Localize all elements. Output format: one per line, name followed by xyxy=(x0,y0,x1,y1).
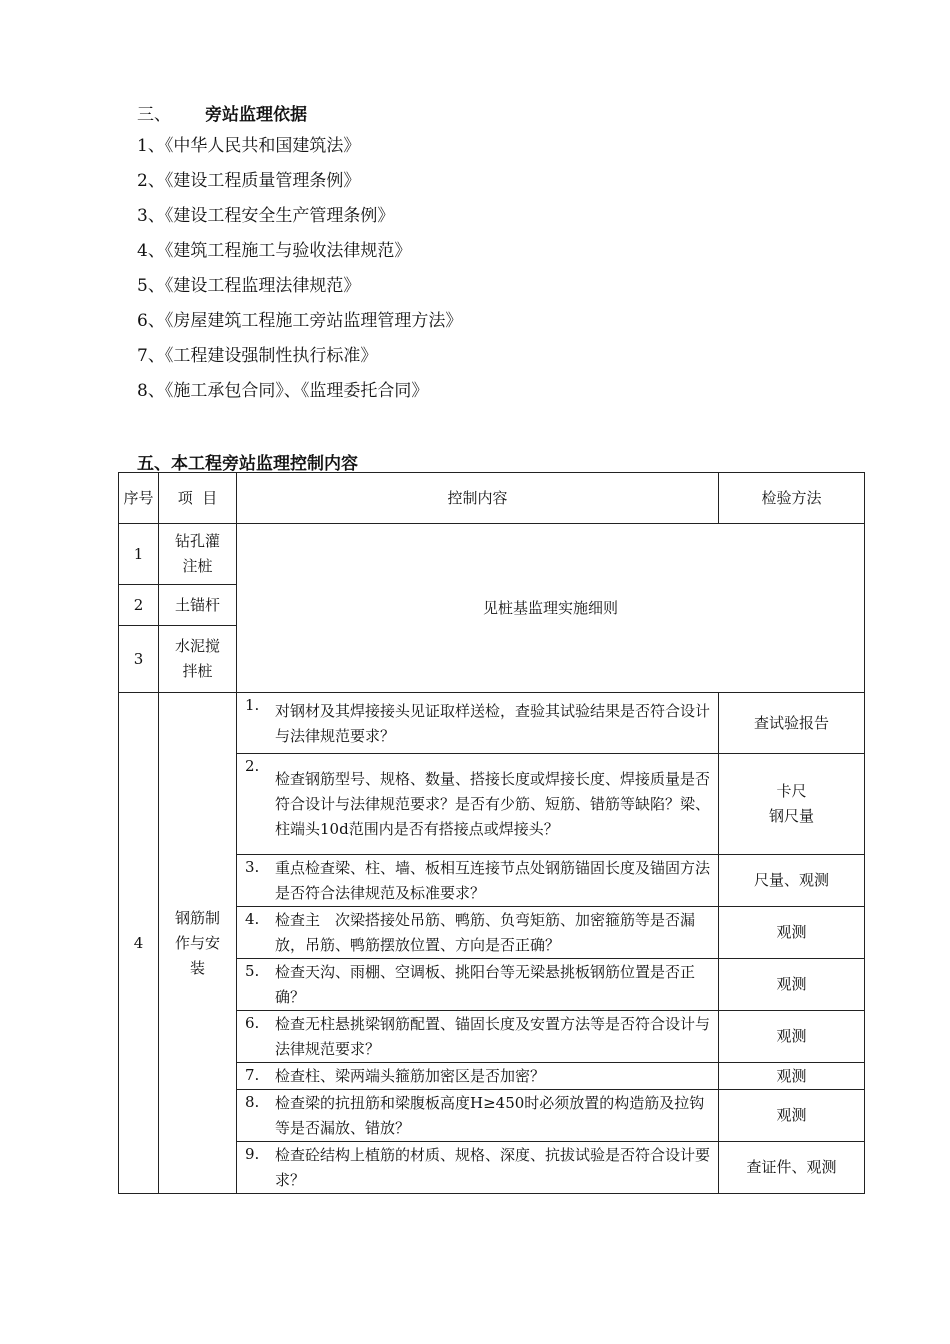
check-text: 检查钢筋型号、规格、数量、搭接长度或焊接长度、焊接质量是否符合设计与法律规范要求？是否有少筋、短筋、错筋等缺陷？梁、柱端头10d范围内是否有搭接点或焊接头？ xyxy=(275,770,711,838)
check-content xyxy=(237,1090,719,1142)
header-content: 控制内容 xyxy=(237,473,719,524)
check-text: 检查梁的抗扭筋和梁腹板高度H≥450时必须放置的构造筋及拉钩等是否漏放、错放？ xyxy=(275,1094,705,1137)
check-index: 7. xyxy=(245,1066,260,1084)
check-text: 检查柱、梁两端头箍筋加密区是否加密？ xyxy=(275,1067,546,1085)
control-table xyxy=(118,472,865,1194)
check-content xyxy=(237,1011,719,1063)
check-content xyxy=(237,959,719,1011)
check-method: 卡尺 钢尺量 xyxy=(719,754,865,855)
check-index: 1. xyxy=(245,696,260,714)
basis-section-number: 三、 xyxy=(137,105,171,125)
basis-section-heading xyxy=(137,100,307,125)
check-content xyxy=(237,754,719,855)
header-method: 检验方法 xyxy=(719,473,865,524)
check-text: 检查无柱悬挑梁钢筋配置、锚固长度及安置方法等是否符合设计与法律规范要求？ xyxy=(275,1015,711,1058)
check-method: 尺量、观测 xyxy=(719,855,865,907)
check-method: 查证件、观测 xyxy=(719,1142,865,1194)
header-item: 项 目 xyxy=(159,473,237,524)
row-item: 钻孔灌注桩 xyxy=(159,524,237,585)
check-index: 4. xyxy=(245,910,260,928)
table-header-row xyxy=(119,473,865,524)
control-table-title: 五、本工程旁站监理控制内容 xyxy=(137,454,358,474)
check-index: 6. xyxy=(245,1014,260,1032)
check-text: 检查主 次梁搭接处吊筋、鸭筋、负弯矩筋、加密箍筋等是否漏放，吊筋、鸭筋摆放位置、方向是否正确？ xyxy=(275,911,696,954)
check-content xyxy=(237,1063,719,1090)
check-index: 8. xyxy=(245,1093,260,1111)
basis-list-item: 8、《施工承包合同》、《监理委托合同》 xyxy=(137,381,429,401)
check-index: 3. xyxy=(245,858,260,876)
check-content xyxy=(237,855,719,907)
basis-list-item: 7、《工程建设强制性执行标准》 xyxy=(137,346,378,366)
basis-list-item: 1、《中华人民共和国建筑法》 xyxy=(137,136,361,156)
row-seq: 3 xyxy=(119,626,159,693)
check-method: 观测 xyxy=(719,1011,865,1063)
table-row xyxy=(119,693,865,754)
check-method: 观测 xyxy=(719,1090,865,1142)
check-method: 观测 xyxy=(719,907,865,959)
row-item: 土锚杆 xyxy=(159,585,237,626)
rebar-item: 钢筋制作与安装 xyxy=(159,693,237,1194)
basis-list-item: 2、《建设工程质量管理条例》 xyxy=(137,171,361,191)
check-text: 重点检查梁、柱、墙、板相互连接节点处钢筋锚固长度及锚固方法是否符合法律规范及标准要求？ xyxy=(275,859,711,902)
basis-list-item: 4、《建筑工程施工与验收法律规范》 xyxy=(137,241,412,261)
check-method: 观测 xyxy=(719,959,865,1011)
basis-section-title: 旁站监理依据 xyxy=(205,105,307,125)
rebar-seq: 4 xyxy=(119,693,159,1194)
pile-reference: 见桩基监理实施细则 xyxy=(237,524,865,693)
check-method: 查试验报告 xyxy=(719,693,865,754)
check-text: 检查天沟、雨棚、空调板、挑阳台等无梁悬挑板钢筋位置是否正确？ xyxy=(275,963,696,1006)
check-index: 9. xyxy=(245,1145,260,1163)
row-seq: 1 xyxy=(119,524,159,585)
header-seq: 序号 xyxy=(119,473,159,524)
check-text: 对钢材及其焊接接头见证取样送检，查验其试验结果是否符合设计与法律规范要求？ xyxy=(275,701,711,745)
basis-list-item: 6、《房屋建筑工程施工旁站监理管理方法》 xyxy=(137,311,463,331)
row-seq: 2 xyxy=(119,585,159,626)
check-text: 检查砼结构上植筋的材质、规格、深度、抗拔试验是否符合设计要求？ xyxy=(275,1146,711,1189)
table-row xyxy=(119,524,865,585)
check-index: 5. xyxy=(245,962,260,980)
basis-list-item: 3、《建设工程安全生产管理条例》 xyxy=(137,206,395,226)
basis-list xyxy=(137,132,462,412)
check-content xyxy=(237,693,719,754)
row-item: 水泥搅拌桩 xyxy=(159,626,237,693)
basis-list-item: 5、《建设工程监理法律规范》 xyxy=(137,276,361,296)
check-content xyxy=(237,907,719,959)
check-method: 观测 xyxy=(719,1063,865,1090)
check-index: 2. xyxy=(245,757,260,775)
check-content xyxy=(237,1142,719,1194)
